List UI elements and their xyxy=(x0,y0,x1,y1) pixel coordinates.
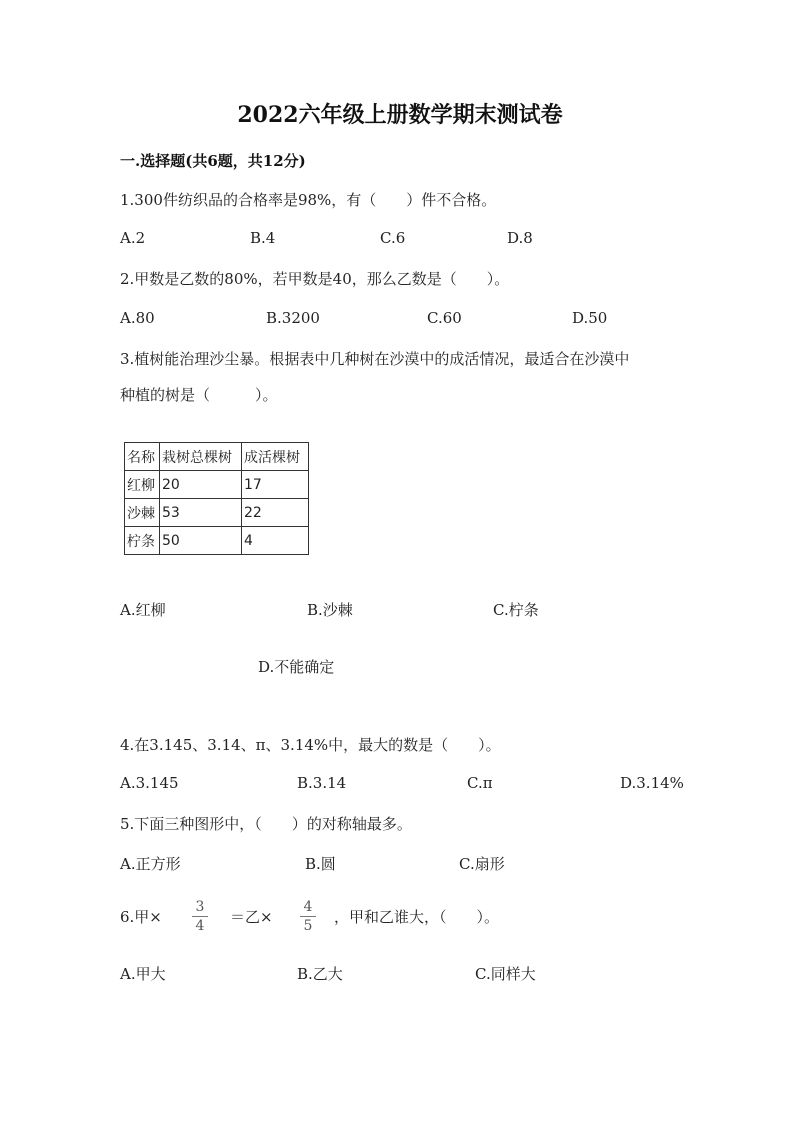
question-5-option-c: C.扇形 xyxy=(459,855,505,873)
table-header-row xyxy=(125,443,309,471)
question-1-option-c: C.6 xyxy=(380,229,406,247)
question-2-option-d: D.50 xyxy=(572,309,608,327)
question-3-text-line1: 3.植树能治理沙尘暴。根据表中几种树在沙漠中的成活情况，最适合在沙漠中 xyxy=(120,350,630,368)
fraction-four-fifths xyxy=(300,899,316,934)
question-4-text: 4.在3.145、3.14、π、3.14%中，最大的数是（ ）。 xyxy=(120,736,501,754)
question-2-option-a: A.80 xyxy=(120,309,155,327)
question-1-option-b: B.4 xyxy=(250,229,276,247)
question-5-text: 5.下面三种图形中，（ ）的对称轴最多。 xyxy=(120,815,412,833)
question-3-option-a: A.红柳 xyxy=(120,601,166,619)
question-6-suffix: ，甲和乙谁大，（ ）。 xyxy=(334,908,500,926)
question-4-option-d: D.3.14% xyxy=(620,774,684,792)
question-3-option-b: B.沙棘 xyxy=(307,601,353,619)
table-header-cell: 名称 xyxy=(125,443,160,471)
table-cell: 4 xyxy=(242,527,309,555)
table-row xyxy=(125,527,309,555)
table-cell: 20 xyxy=(160,471,242,499)
table-cell: 17 xyxy=(242,471,309,499)
question-2-option-b: B.3200 xyxy=(266,309,320,327)
question-3-option-c: C.柠条 xyxy=(493,601,539,619)
question-2-option-c: C.60 xyxy=(427,309,462,327)
question-4-option-c: C.π xyxy=(467,774,493,792)
table-row xyxy=(125,471,309,499)
question-5-option-b: B.圆 xyxy=(305,855,336,873)
table-cell: 柠条 xyxy=(125,527,160,555)
table-cell: 红柳 xyxy=(125,471,160,499)
question-3-text-line2: 种植的树是（ ）。 xyxy=(120,386,278,404)
table-cell: 沙棘 xyxy=(125,499,160,527)
table-header-cell: 成活棵树 xyxy=(242,443,309,471)
table-row xyxy=(125,499,309,527)
fraction-bar xyxy=(300,916,316,917)
question-6-option-c: C.同样大 xyxy=(475,965,536,983)
table-cell: 50 xyxy=(160,527,242,555)
page-title: 2022六年级上册数学期末测试卷 xyxy=(237,102,563,128)
question-6-prefix: 6.甲× xyxy=(120,908,162,926)
fraction-denominator: 4 xyxy=(195,918,205,934)
question-1-option-d: D.8 xyxy=(507,229,533,247)
table-cell: 53 xyxy=(160,499,242,527)
question-3-option-d: D.不能确定 xyxy=(258,658,335,676)
fraction-three-quarters xyxy=(192,899,208,934)
question-2-text: 2.甲数是乙数的80%，若甲数是40，那么乙数是（ ）。 xyxy=(120,270,510,288)
question-1-text: 1.300件纺织品的合格率是98%，有（ ）件不合格。 xyxy=(120,191,497,209)
fraction-bar xyxy=(192,916,208,917)
fraction-numerator: 4 xyxy=(303,899,313,915)
question-4-option-b: B.3.14 xyxy=(297,774,347,792)
fraction-numerator: 3 xyxy=(195,899,205,915)
question-1-option-a: A.2 xyxy=(120,229,146,247)
fraction-denominator: 5 xyxy=(303,918,313,934)
question-6-option-a: A.甲大 xyxy=(120,965,166,983)
table-cell: 22 xyxy=(242,499,309,527)
question-5-option-a: A.正方形 xyxy=(120,855,181,873)
tree-survival-table xyxy=(124,442,309,555)
question-4-option-a: A.3.145 xyxy=(120,774,179,792)
section-heading: 一.选择题(共6题，共12分) xyxy=(120,152,306,170)
table-header-cell: 栽树总棵树 xyxy=(160,443,242,471)
question-6-middle: ＝乙× xyxy=(230,908,273,926)
question-6-option-b: B.乙大 xyxy=(297,965,343,983)
